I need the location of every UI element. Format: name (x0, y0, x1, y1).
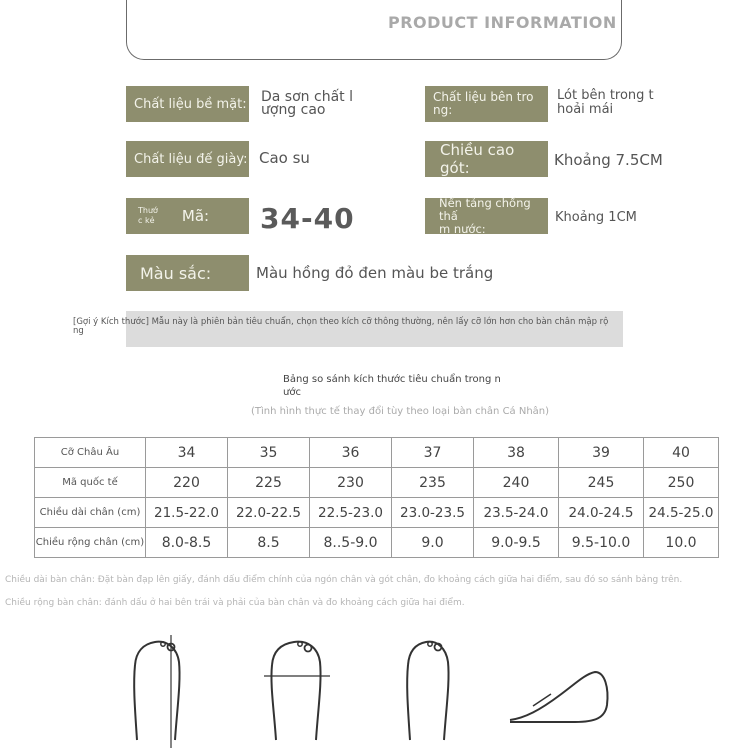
table-cell: 8.5 (228, 528, 310, 558)
table-cell: 9.0 (392, 528, 474, 558)
foot-measure-icon (400, 630, 460, 750)
lining-material-value: Lót bên trong t hoải mái (557, 88, 654, 117)
table-cell: 240 (474, 468, 559, 498)
table-cell: 36 (310, 438, 392, 468)
foot-width-icon (262, 630, 332, 750)
table-cell: 39 (559, 438, 644, 468)
table-cell: 10.0 (644, 528, 719, 558)
table-cell: 22.0-22.5 (228, 498, 310, 528)
table-cell: 8.0-8.5 (146, 528, 228, 558)
table-row (35, 498, 719, 528)
table-cell: 37 (392, 438, 474, 468)
table-cell: 250 (644, 468, 719, 498)
size-chart-subtitle: (Tình hình thực tế thay đổi tùy theo loại bàn chân Cá Nhân) (251, 406, 550, 417)
table-cell: 23.0-23.5 (392, 498, 474, 528)
foot-length-note: Chiều dài bàn chân: Đặt bàn đạp lên giấy, đánh dấu điểm chính của ngón chân và gót chân, đo khoảng cách giữa hai điểm, sau đó so sánh bảng trên. (5, 575, 683, 585)
page-title: PRODUCT INFORMATION (388, 13, 617, 32)
size-range-value: 34-40 (260, 202, 355, 235)
table-cell: 225 (228, 468, 310, 498)
table-row (35, 468, 719, 498)
table-cell: 9.5-10.0 (559, 528, 644, 558)
table-row (35, 438, 719, 468)
table-cell: 230 (310, 468, 392, 498)
table-cell: 34 (146, 438, 228, 468)
size-table (34, 437, 719, 558)
size-code-label: Thướ c kẻ Mã: (126, 198, 249, 234)
foot-side-icon (505, 660, 615, 730)
lining-material-label: Chất liệu bên tro ng: (425, 86, 548, 122)
upper-material-value: Da sơn chất l ượng cao (261, 89, 353, 118)
foot-length-icon (125, 630, 195, 750)
heel-height-value: Khoảng 7.5CM (554, 151, 663, 169)
color-label: Màu sắc: (126, 255, 249, 291)
foot-width-note: Chiều rộng bàn chân: đánh dấu ở hai bên trái và phải của bàn chân và đo khoảng cách giữa hai điểm. (5, 598, 465, 608)
table-cell: 40 (644, 438, 719, 468)
sole-material-value: Cao su (259, 149, 310, 167)
table-cell: 24.5-25.0 (644, 498, 719, 528)
size-chart-title: Bảng so sánh kích thước tiêu chuẩn trong n ước (283, 374, 501, 398)
row-header: Chiều rộng chân (cm) (35, 528, 146, 558)
table-cell: 8..5-9.0 (310, 528, 392, 558)
row-header: Mã quốc tế (35, 468, 146, 498)
table-cell: 220 (146, 468, 228, 498)
table-row (35, 528, 719, 558)
size-tip: [Gợi ý Kích thước] Mẫu này là phiên bản tiêu chuẩn, chọn theo kích cỡ thông thường, nên lấy cỡ lớn hơn cho bàn chân mập rộ ng (73, 317, 609, 336)
platform-value: Khoảng 1CM (555, 210, 637, 225)
row-header: Chiều dài chân (cm) (35, 498, 146, 528)
table-cell: 38 (474, 438, 559, 468)
table-cell: 21.5-22.0 (146, 498, 228, 528)
color-value: Màu hồng đỏ đen màu be trắng (256, 264, 494, 282)
table-cell: 9.0-9.5 (474, 528, 559, 558)
table-cell: 235 (392, 468, 474, 498)
table-cell: 35 (228, 438, 310, 468)
table-cell: 245 (559, 468, 644, 498)
platform-label: Nền tảng chống thấ m nước: (425, 198, 548, 234)
row-header: Cỡ Châu Âu (35, 438, 146, 468)
heel-height-label: Chiều cao gót: (425, 141, 548, 177)
table-cell: 22.5-23.0 (310, 498, 392, 528)
table-cell: 24.0-24.5 (559, 498, 644, 528)
upper-material-label: Chất liệu bề mặt: (126, 86, 249, 122)
sole-material-label: Chất liệu đế giày: (126, 141, 249, 177)
table-cell: 23.5-24.0 (474, 498, 559, 528)
